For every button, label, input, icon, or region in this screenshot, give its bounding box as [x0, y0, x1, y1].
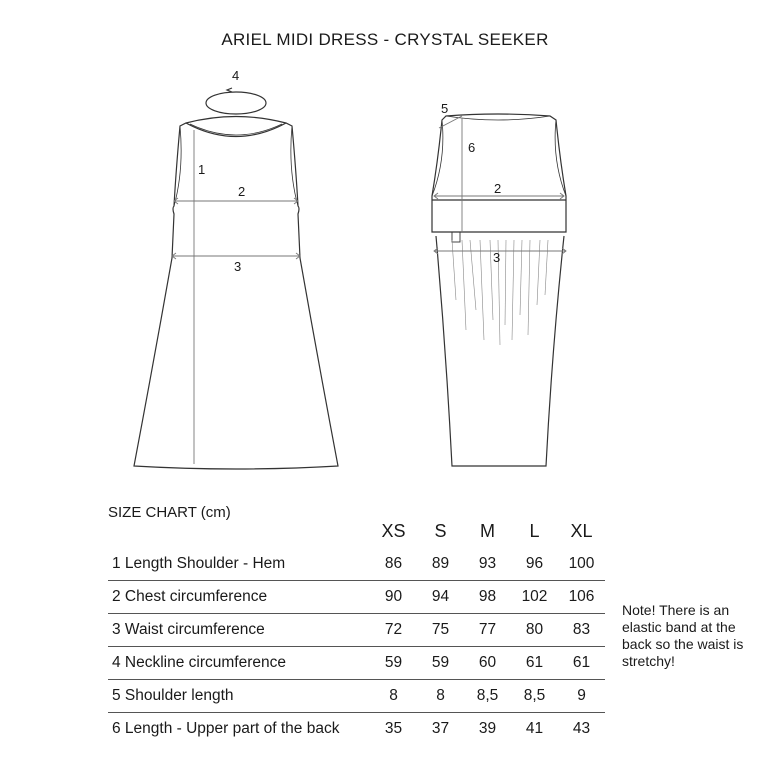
cell-value: 89	[417, 548, 464, 581]
cell-value: 86	[370, 548, 417, 581]
cell-value: 43	[572, 720, 591, 737]
size-header-xs: XS	[381, 520, 406, 541]
size-chart-table	[108, 514, 605, 745]
front-neckline	[186, 123, 286, 137]
size-header-s: S	[434, 520, 447, 541]
cell-value: 41	[525, 720, 544, 737]
cell-value: 102	[511, 581, 558, 614]
table-row	[108, 614, 605, 647]
cell-value: 80	[511, 614, 558, 647]
row-label: 6 Length - Upper part of the back	[112, 720, 340, 737]
back-label-3: 3	[493, 250, 501, 265]
neckline-arrow	[227, 88, 232, 92]
cell-value: 8	[417, 680, 464, 713]
back-label-2: 2	[494, 181, 502, 196]
cell-value: 39	[478, 720, 497, 737]
front-label-1: 1	[198, 162, 206, 177]
cell-value: 93	[464, 548, 511, 581]
table-row	[108, 680, 605, 713]
cell-value: 96	[511, 548, 558, 581]
size-header-l: L	[529, 520, 540, 541]
back-outline	[432, 114, 566, 232]
row-label: 3 Waist circumference	[108, 614, 370, 647]
elastic-band-note: Note! There is an elastic band at the back so the waist is stretchy!	[622, 602, 744, 669]
front-view	[134, 88, 338, 469]
cell-value: 61	[511, 647, 558, 680]
cell-value: 83	[558, 614, 605, 647]
front-outline	[134, 117, 338, 470]
cell-value: 75	[417, 614, 464, 647]
size-chart-title: SIZE CHART (cm)	[108, 504, 231, 521]
cell-value: 8,5	[511, 680, 558, 713]
cell-value: 37	[431, 720, 450, 737]
front-label-4: 4	[232, 68, 240, 83]
cell-value: 72	[370, 614, 417, 647]
back-label-5: 5	[441, 101, 449, 116]
row-label: 1 Length Shoulder - Hem	[108, 548, 370, 581]
cell-value: 61	[558, 647, 605, 680]
row-label: 5 Shoulder length	[108, 680, 370, 713]
cell-value: 100	[558, 548, 605, 581]
table-row	[108, 647, 605, 680]
back-view	[432, 114, 566, 466]
cell-value: 35	[384, 720, 403, 737]
back-label-6: 6	[468, 140, 476, 155]
neckline-measure	[206, 92, 266, 114]
table-row	[108, 581, 605, 614]
cell-value: 8	[370, 680, 417, 713]
table-row	[108, 713, 605, 746]
table-row	[108, 548, 605, 581]
cell-value: 94	[417, 581, 464, 614]
page-title: ARIEL MIDI DRESS - CRYSTAL SEEKER	[221, 30, 549, 49]
cell-value: 8,5	[464, 680, 511, 713]
front-label-3: 3	[234, 259, 242, 274]
cell-value: 77	[464, 614, 511, 647]
row-label: 4 Neckline circumference	[108, 647, 370, 680]
cell-value: 106	[558, 581, 605, 614]
size-header-m: M	[480, 520, 495, 541]
cell-value: 59	[417, 647, 464, 680]
cell-value: 98	[464, 581, 511, 614]
size-header-row	[108, 514, 605, 548]
front-label-2: 2	[238, 184, 246, 199]
header-spacer	[108, 514, 370, 548]
cell-value: 90	[370, 581, 417, 614]
cell-value: 60	[464, 647, 511, 680]
cell-value: 9	[558, 680, 605, 713]
cell-value: 59	[370, 647, 417, 680]
row-label: 2 Chest circumference	[108, 581, 370, 614]
size-header-xl: XL	[570, 520, 593, 541]
